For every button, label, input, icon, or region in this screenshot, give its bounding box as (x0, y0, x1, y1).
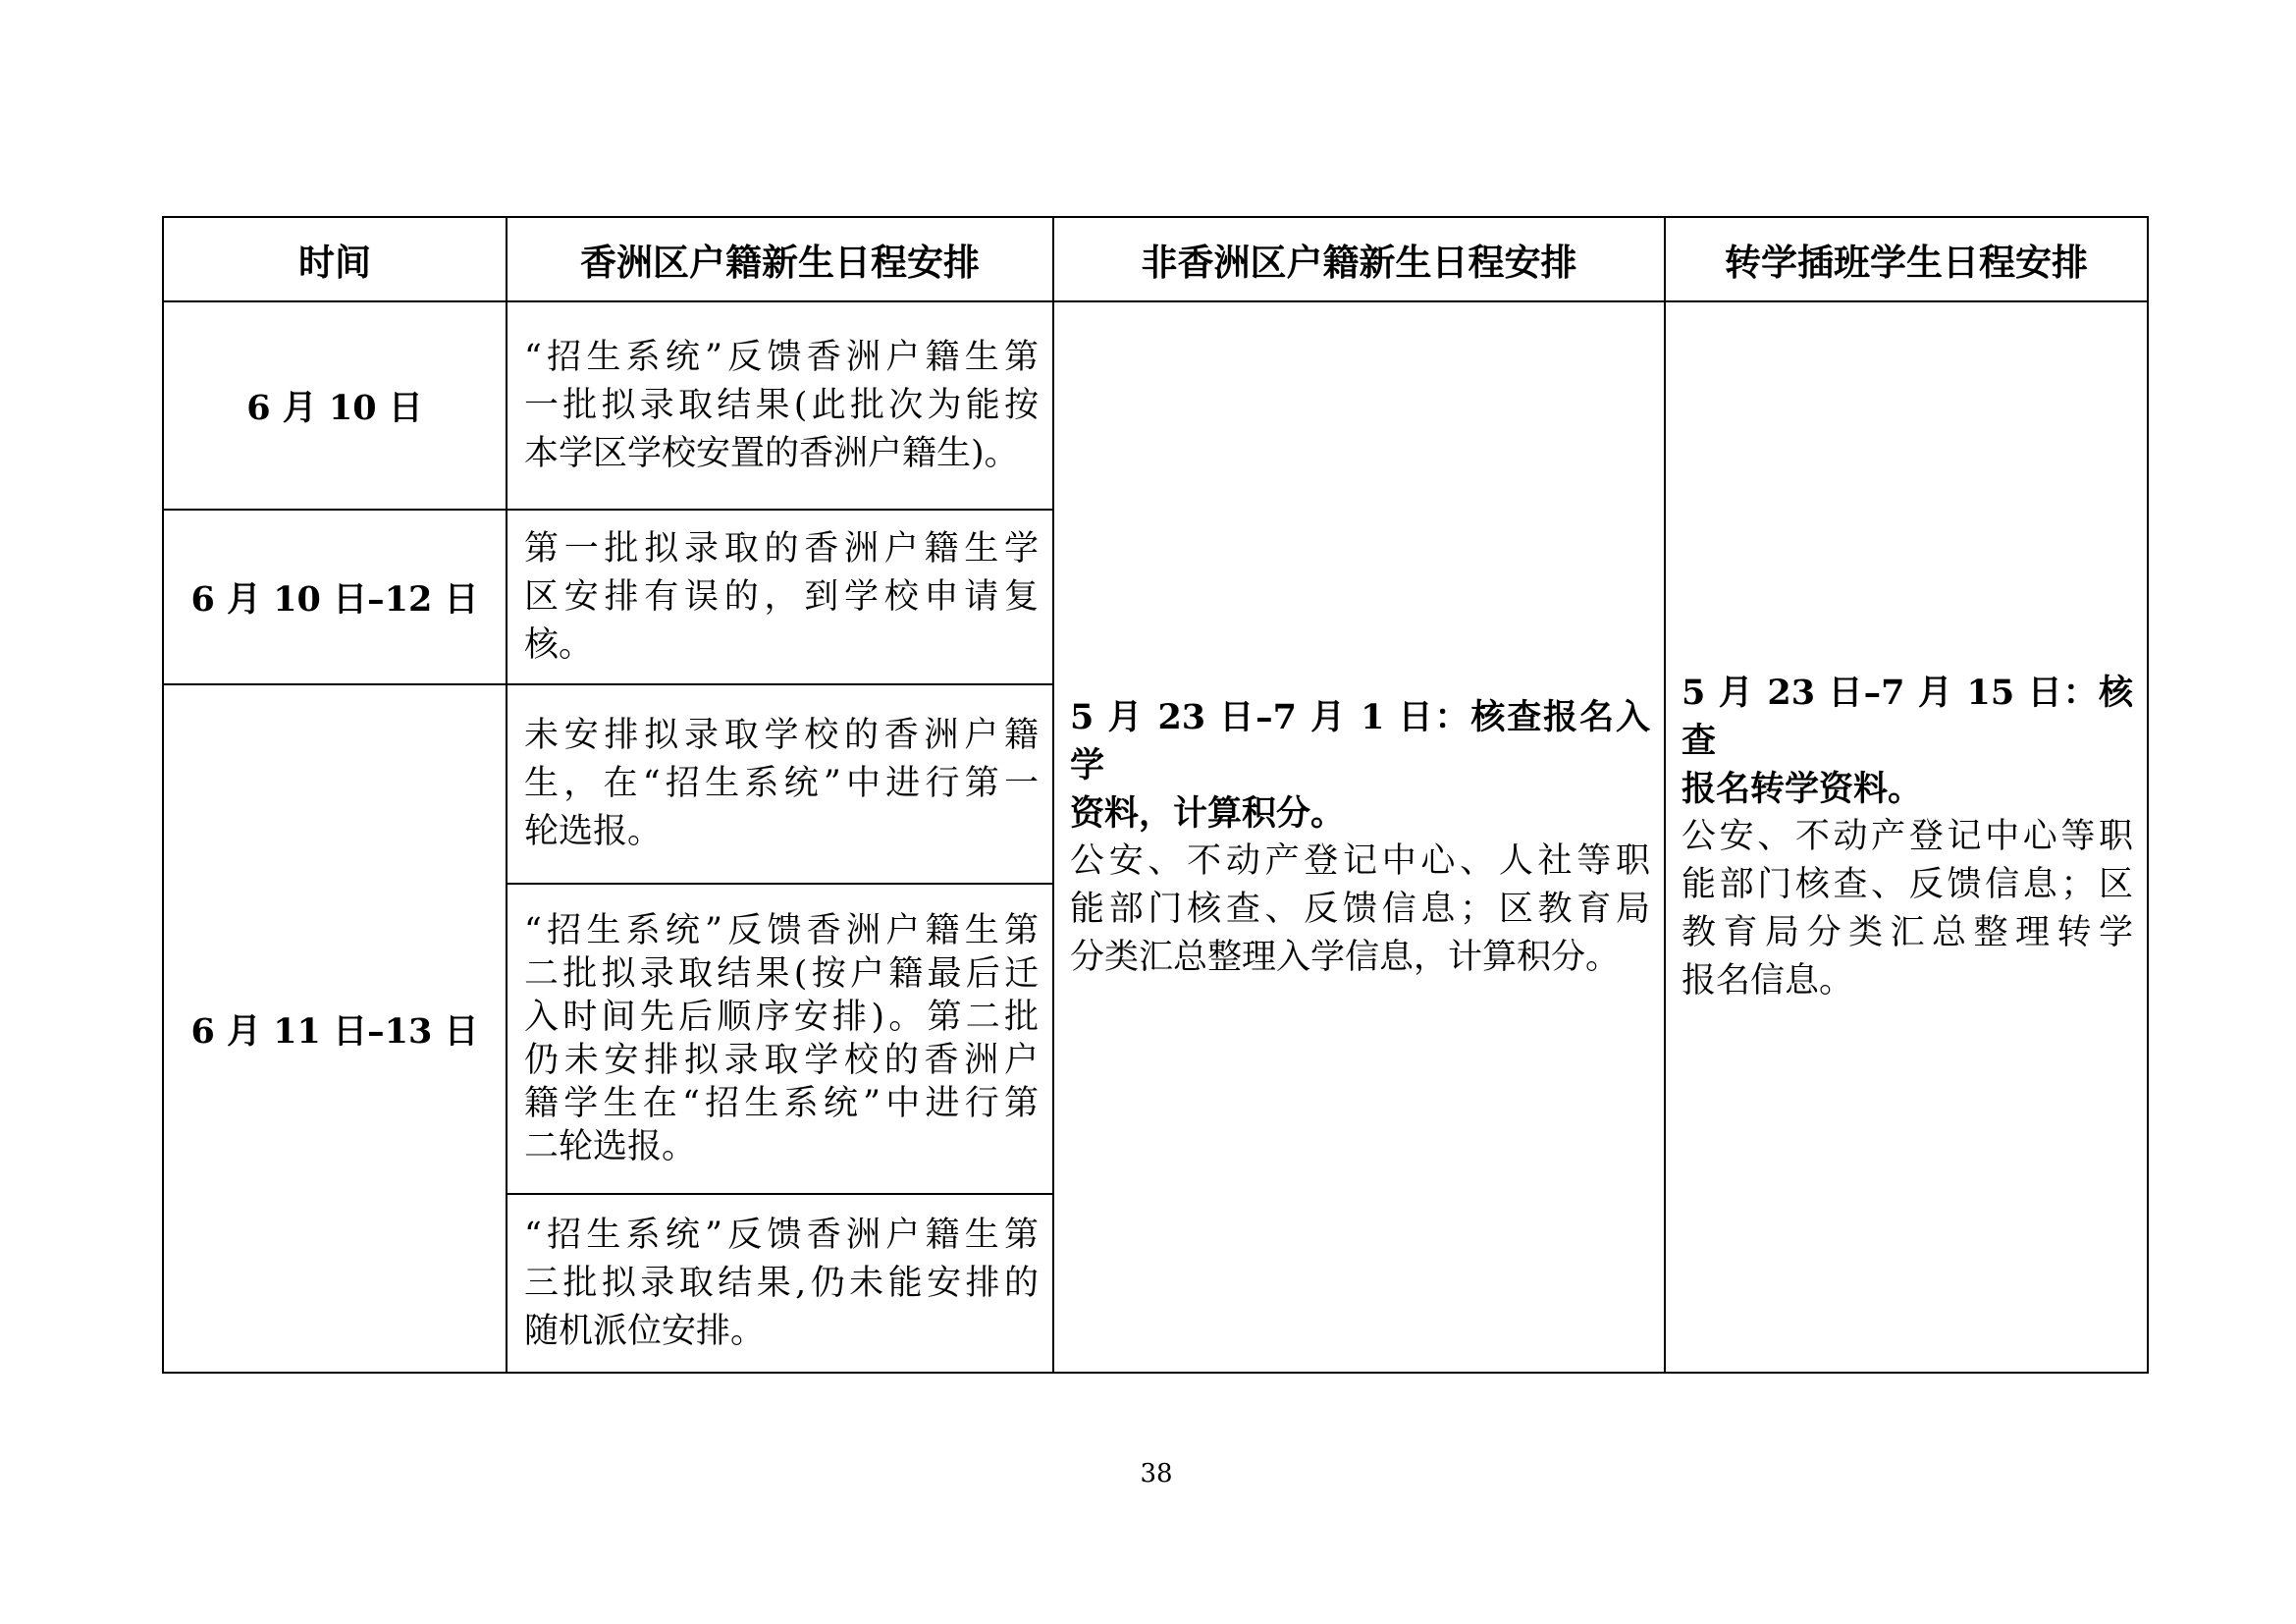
cell-text-line: 教育局分类汇总整理转学 (1682, 913, 2133, 952)
header-xiangzhou-label: 香洲区户籍新生日程安排 (580, 241, 980, 284)
cell-text-line: 生，在“招生系统”中进行第一 (524, 764, 1039, 803)
cell-bold-line: 报名转学资料。 (1682, 769, 1923, 809)
cell-text (524, 334, 1039, 478)
header-transfer-label: 转学插班学生日程安排 (1725, 241, 2088, 284)
cell-text-line: “招生系统”反馈香洲户籍生第 (524, 337, 1039, 377)
time-cell-text: 6 月 10 日–12 日 (190, 579, 479, 620)
cell-text-line: 本学区学校安置的香洲户籍生)。 (524, 433, 1019, 473)
cell-text-line: 轮选报。 (524, 812, 663, 851)
header-time (164, 218, 507, 302)
xiangzhou-cell-3 (507, 685, 1054, 885)
xiangzhou-cell-1 (507, 302, 1054, 511)
cell-text (524, 909, 1039, 1168)
schedule-table (162, 216, 2149, 1374)
cell-text-line: 一批拟录取结果(此批次为能按 (524, 385, 1039, 425)
xiangzhou-cell-2 (507, 511, 1054, 685)
cell-text (524, 1212, 1039, 1356)
header-xiangzhou-schedule (507, 218, 1054, 302)
xiangzhou-cell-4 (507, 885, 1054, 1195)
cell-bold-line: 5 月 23 日–7 月 1 日：核查报名入学 (1070, 696, 1650, 785)
cell-bold-line: 5 月 23 日–7 月 15 日：核查 (1682, 673, 2133, 761)
cell-text-line: 二批拟录取结果(按户籍最后迁 (524, 954, 1039, 994)
cell-text-line: 分类汇总整理入学信息，计算积分。 (1070, 937, 1621, 977)
cell-text-line: 随机派位安排。 (524, 1311, 766, 1351)
time-cell-2 (164, 511, 507, 685)
transfer-cell (1666, 302, 2149, 1374)
cell-text-line: 能部门核查、反馈信息；区 (1682, 865, 2133, 904)
header-non-xiangzhou-label: 非香洲区户籍新生日程安排 (1141, 241, 1577, 284)
xiangzhou-cell-5 (507, 1195, 1054, 1374)
cell-text-line: 仍未安排拟录取学校的香洲户 (524, 1041, 1039, 1080)
time-cell-3 (164, 685, 507, 1374)
cell-text-line: “招生系统”反馈香洲户籍生第 (524, 911, 1039, 950)
cell-text-line: 公安、不动产登记中心、人社等职 (1070, 840, 1650, 881)
header-transfer-schedule (1666, 218, 2149, 302)
cell-text (524, 712, 1039, 856)
non-xiangzhou-cell (1054, 302, 1666, 1374)
time-cell-text: 6 月 10 日 (246, 388, 423, 428)
cell-text (1682, 669, 2133, 1005)
time-cell-1 (164, 302, 507, 511)
cell-text-line: 二轮选报。 (524, 1127, 697, 1166)
header-time-label: 时间 (298, 241, 371, 284)
header-non-xiangzhou-schedule (1054, 218, 1666, 302)
cell-text-line: 第一批拟录取的香洲户籍生学 (524, 528, 1039, 568)
cell-text-line: 籍学生在“招生系统”中进行第 (524, 1084, 1039, 1123)
cell-text-line: “招生系统”反馈香洲户籍生第 (524, 1215, 1039, 1255)
cell-text-line: 未安排拟录取学校的香洲户籍 (524, 716, 1039, 755)
cell-text-line: 能部门核查、反馈信息；区教育局 (1070, 889, 1650, 929)
cell-bold-line: 资料，计算积分。 (1070, 792, 1346, 834)
cell-text (524, 525, 1039, 670)
cell-text-line: 入时间先后顺序安排)。第二批 (524, 998, 1039, 1037)
cell-text-line: 三批拟录取结果,仍未能安排的 (524, 1263, 1039, 1303)
cell-text-line: 报名信息。 (1682, 961, 1854, 1001)
cell-text (1070, 693, 1650, 982)
cell-text-line: 核。 (524, 624, 594, 665)
cell-text-line: 区安排有误的，到学校申请复 (524, 576, 1039, 617)
page-number: 38 (1140, 1459, 1173, 1489)
time-cell-text: 6 月 11 日–13 日 (190, 1010, 479, 1052)
cell-text-line: 公安、不动产登记中心等职 (1682, 817, 2133, 856)
